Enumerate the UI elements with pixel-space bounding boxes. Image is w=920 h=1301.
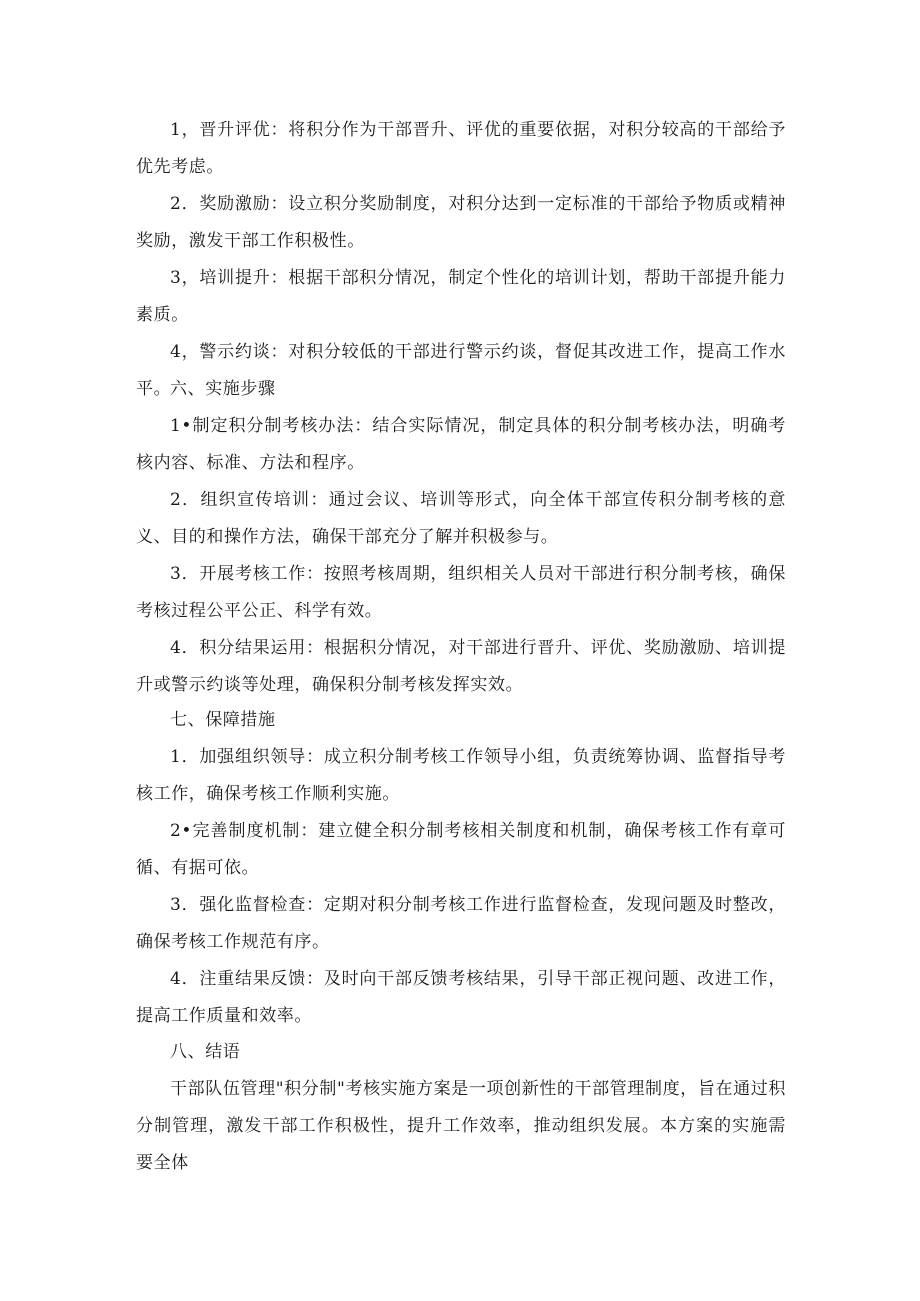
paragraph-safeguard-3: 3．强化监督检查：定期对积分制考核工作进行监督检查，发现问题及时整改，确保考核工作规范有序。 bbox=[136, 895, 786, 952]
paragraph-step-1: 1•制定积分制考核办法：结合实际情况，制定具体的积分制考核办法，明确考核内容、标准、方法和程序。 bbox=[136, 416, 786, 473]
paragraph-conclusion: 干部队伍管理"积分制"考核实施方案是一项创新性的干部管理制度，旨在通过积分制管理，激发干部工作积极性，提升工作效率，推动组织发展。本方案的实施需要全体 bbox=[136, 1079, 786, 1173]
paragraph-training: 3，培训提升：根据干部积分情况，制定个性化的培训计划，帮助干部提升能力素质。 bbox=[136, 268, 786, 325]
paragraph-step-2: 2．组织宣传培训：通过会议、培训等形式，向全体干部宣传积分制考核的意义、目的和操作方法，确保干部充分了解并积极参与。 bbox=[136, 490, 786, 547]
paragraph-safeguard-1: 1．加强组织领导：成立积分制考核工作领导小组，负责统筹协调、监督指导考核工作，确保考核工作顺利实施。 bbox=[136, 747, 786, 804]
paragraph-safeguard-2: 2•完善制度机制：建立健全积分制考核相关制度和机制，确保考核工作有章可循、有据可依。 bbox=[136, 821, 786, 878]
section-heading-conclusion: 八、结语 bbox=[170, 1042, 241, 1062]
paragraph-reward: 2．奖励激励：设立积分奖励制度，对积分达到一定标准的干部给予物质或精神奖励，激发干部工作积极性。 bbox=[136, 194, 786, 251]
paragraph-step-4: 4．积分结果运用：根据积分情况，对干部进行晋升、评优、奖励激励、培训提升或警示约谈等处理，确保积分制考核发挥实效。 bbox=[136, 638, 786, 695]
section-heading-safeguards: 七、保障措施 bbox=[170, 710, 276, 730]
paragraph-promotion: 1，晋升评优：将积分作为干部晋升、评优的重要依据，对积分较高的干部给予优先考虑。 bbox=[136, 120, 786, 177]
section-heading-steps: 六、实施步骤 bbox=[170, 379, 276, 399]
paragraph-step-3: 3．开展考核工作：按照考核周期，组织相关人员对干部进行积分制考核，确保考核过程公平公正、科学有效。 bbox=[136, 564, 786, 621]
paragraph-safeguard-4: 4．注重结果反馈：及时向干部反馈考核结果，引导干部正视问题、改进工作，提高工作质量和效率。 bbox=[136, 969, 786, 1026]
paragraph-warning: 4，警示约谈：对积分较低的干部进行警示约谈，督促其改进工作，提高工作水平。 bbox=[136, 342, 786, 399]
